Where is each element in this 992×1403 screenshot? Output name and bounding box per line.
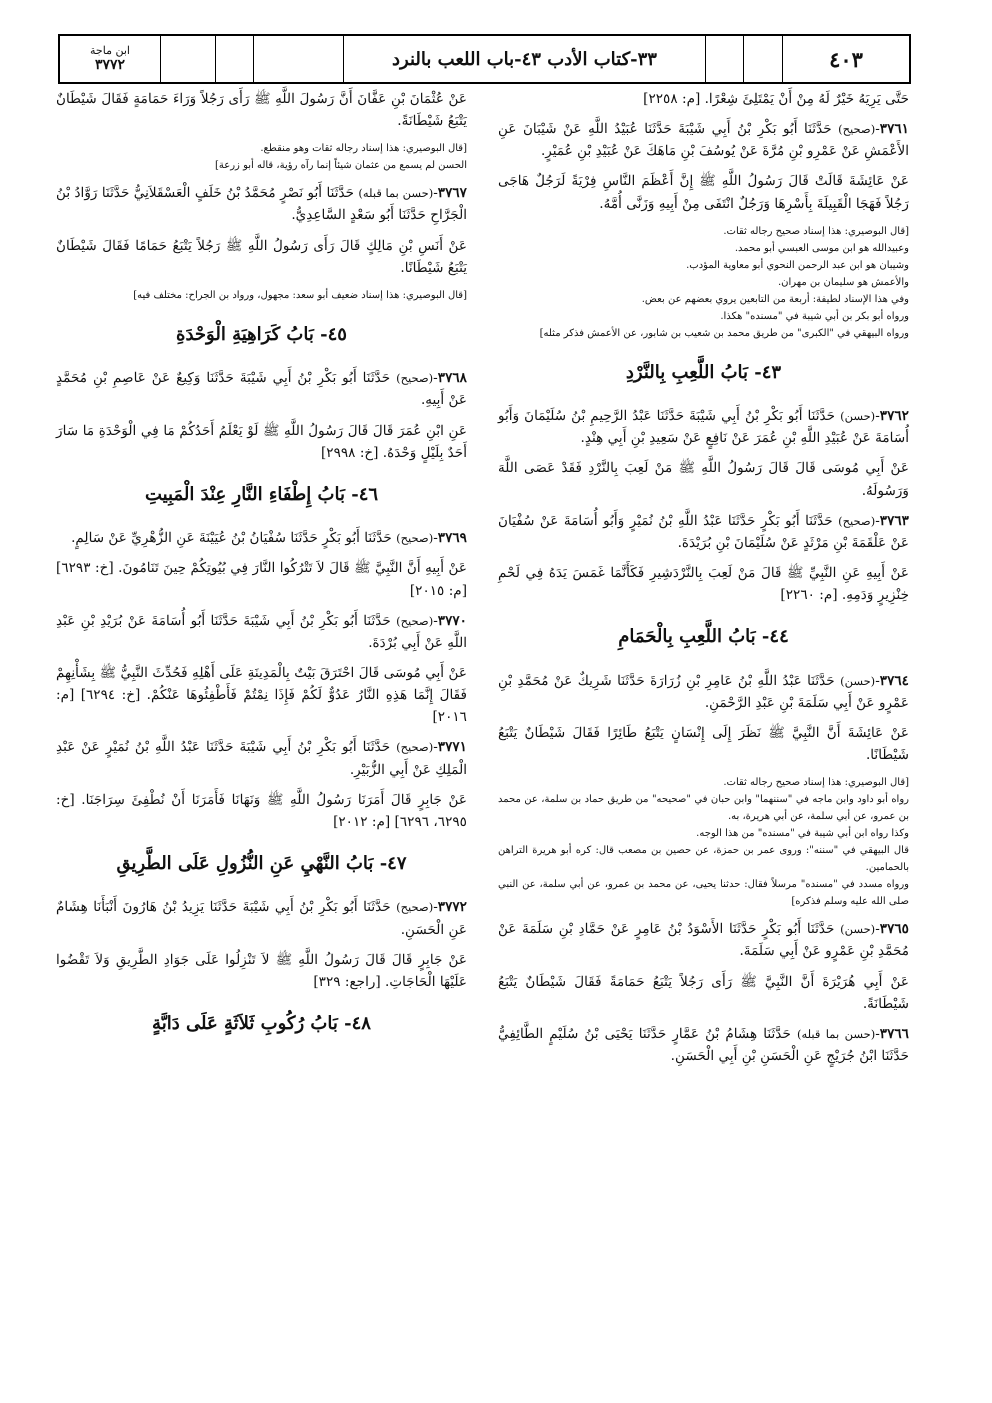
hadith-text [56, 420, 467, 464]
hadith-body: حَدَّثَنَا أَبُو بَكْرٍ حَدَّثَنَا الأَسْوَدُ بْنُ عَامِرٍ عَنْ حَمَّادِ بْنِ سَلَمَةَ عَنْ مُحَمَّدِ بْنِ عَمْرٍو عَنْ أَبِي سَلَمَةَ. [498, 921, 909, 960]
hadith-isnad: ٣٧٦٤-(حسن) حَدَّثَنَا عَبْدُ اللَّهِ بْنُ عَامِرِ بْنِ زُرَارَةَ حَدَّثَنَا شَرِيكٌ عَنْ مُحَمَّدِ بْنِ عَمْرٍو عَنْ أَبِي سَلَمَةَ بْنِ عَبْدِ الرَّحْمَنِ. [498, 672, 909, 711]
hadith-body: عَنِ ابْنِ عُمَرَ قَالَ قَالَ رَسُولُ اللَّهِ ﷺ لَوْ يَعْلَمُ أَحَدُكُمْ مَا فِي الْوَحْدَةِ مَا سَارَ أَحَدٌ بِلَيْلٍ وَحْدَهُ. [خ: ٢٩٩٨] [56, 422, 467, 461]
commentary-note [498, 774, 909, 910]
hadith-grade: (حسن بما قبله) [796, 1026, 876, 1041]
left-column [56, 88, 467, 1056]
note-line: قال البيهقي في "سننه": وروى عمر بن حمزة، عن حصين بن مصعب قال: كره أبو هريرة التراهن بالحمامين. [498, 845, 909, 874]
hadith-text [56, 662, 467, 728]
note-line: ورواه البيهقي في "الكبرى" من طريق محمد بن شعيب بن شابور، عن الأعمش فذكر مثله] [539, 327, 909, 339]
reference-number: ٣٧٧٢ [94, 57, 126, 74]
header-cell [160, 36, 215, 82]
hadith-body: عَنْ عُثْمَانَ بْنِ عَفَّانَ أَنَّ رَسُولَ اللَّهِ ﷺ رَأَى رَجُلاً وَرَاءَ حَمَامَةٍ فَقَالَ شَيْطَانٌ يَتْبَعُ شَيْطَانَةً. [56, 91, 467, 130]
hadith-body: حَدَّثَنَا أَبُو بَكْرِ بْنُ أَبِي شَيْبَةَ حَدَّثَنَا أَبُو أُسَامَةَ عَنْ بُرَيْدِ بْنِ عَبْدِ اللَّهِ عَنْ أَبِي بُرْدَةَ. [56, 612, 467, 651]
hadith-grade: (صحيح) [838, 122, 876, 137]
header-cell [705, 36, 743, 82]
hadith-body: عَنْ أَبِي هُرَيْرَةَ أَنَّ النَّبِيَّ ﷺ رَأَى رَجُلاً يَتْبَعُ حَمَامَةً فَقَالَ شَيْطَانٌ يَتْبَعُ شَيْطَانَةً. [498, 973, 909, 1012]
hadith-grade: (حسن) [840, 922, 876, 937]
hadith-body: حَدَّثَنَا عَبْدُ اللَّهِ بْنُ عَامِرِ بْنِ زُرَارَةَ حَدَّثَنَا شَرِيكٌ عَنْ مُحَمَّدِ بْنِ عَمْرٍو عَنْ أَبِي سَلَمَةَ بْنِ عَبْدِ الرَّحْمَنِ. [498, 672, 909, 711]
hadith-body: حَتَّى يَرِيَهُ خَيْرٌ لَهُ مِنْ أَنْ يَمْتَلِئَ شِعْرًا. [م: ٢٢٥٨] [643, 91, 909, 107]
note-line: [قال البوصيري: هذا إسناد ضعيف أبو سعد: مجهول، ورواد بن الجراح: مختلف فيه] [133, 289, 467, 301]
hadith-grade: (صحيح) [396, 900, 434, 915]
hadith-body: حَدَّثَنَا أَبُو بَكْرِ بْنُ أَبِي شَيْبَةَ حَدَّثَنَا عُبَيْدُ اللَّهِ عَنْ شَيْبَانَ عَنِ الأَعْمَشِ عَنْ عَمْرِو بْنِ مُرَّةَ عَنْ يُوسُفَ بْنِ مَاهَكَ عَنْ عُبَيْدِ بْنِ عُمَيْرٍ. [498, 121, 909, 160]
hadith-body: حَدَّثَنَا هِشَامُ بْنُ عَمَّارٍ حَدَّثَنَا يَحْيَى بْنُ سُلَيْمٍ الطَّائِفِيُّ حَدَّثَنَا ابْنُ جُرَيْجٍ عَنِ الْحَسَنِ بْنِ أَبِي الْحَسَنِ. [498, 1025, 909, 1065]
hadith-body: حَدَّثَنَا أَبُو بَكْرٍ حَدَّثَنَا سُفْيَانُ بْنُ عُيَيْنَةَ عَنِ الزُّهْرِيِّ عَنْ سَالِمٍ. [71, 530, 392, 547]
hadith-number: ٣٧٦٥ [879, 921, 909, 938]
note-line: وكذا رواه ابن أبي شيبة في "مسنده" من هذا الوجه. [696, 828, 909, 840]
note-line: ورواه أبو بكر بن أبي شيبة في "مسنده" هكذا. [720, 310, 909, 322]
hadith-body: حَدَّثَنَا أَبُو نَصْرٍ مُحَمَّدُ بْنُ خَلَفٍ الْعَسْقَلاَنِيُّ حَدَّثَنَا رَوَّادُ بْنُ الْجَرَّاحِ حَدَّثَنَا أَبُو سَعْدٍ السَّاعِدِيُّ. [56, 185, 467, 224]
hadith-number: ٣٧٦٧ [437, 185, 467, 202]
hadith-grade: (حسن بما قبله) [358, 186, 434, 201]
commentary-note [498, 223, 909, 342]
hadith-text [56, 235, 467, 279]
note-line: والأعمش هو سليمان بن مهران. [777, 276, 909, 288]
hadith-isnad: ٣٧٦١-(صحيح) حَدَّثَنَا أَبُو بَكْرِ بْنُ أَبِي شَيْبَةَ حَدَّثَنَا عُبَيْدُ اللَّهِ عَنْ شَيْبَانَ عَنِ الأَعْمَشِ عَنْ عَمْرِو بْنِ مُرَّةَ عَنْ يُوسُفَ بْنِ مَاهَكَ عَنْ عُبَيْدِ بْنِ عُمَيْرٍ. [498, 121, 909, 160]
chapter-heading: ٤٤- بَابُ اللَّعِبِ بِالْحَمَامِ [618, 626, 789, 648]
hadith-isnad: ٣٧٧٠-(صحيح) حَدَّثَنَا أَبُو بَكْرِ بْنُ أَبِي شَيْبَةَ حَدَّثَنَا أَبُو أُسَامَةَ عَنْ بُرَيْدِ بْنِ عَبْدِ اللَّهِ عَنْ أَبِي بُرْدَةَ. [56, 612, 467, 651]
reference-label: ابن ماجة [90, 44, 130, 57]
hadith-body: حَدَّثَنَا أَبُو بَكْرٍ حَدَّثَنَا عَبْدُ اللَّهِ بْنُ نُمَيْرٍ وَأَبُو أُسَامَةَ عَنْ سُفْيَانَ عَنْ عَلْقَمَةَ بْنِ مَرْثَدٍ عَنْ سُلَيْمَانَ بْنِ بُرَيْدَةَ. [498, 512, 909, 551]
header-cell [743, 36, 782, 82]
note-line: الحسن لم يسمع من عثمان شيئاً إنما رآه رؤية، قاله أبو زرعة] [215, 160, 467, 172]
hadith-grade: (صحيح) [396, 531, 434, 546]
note-line: رواه أبو داود وابن ماجه في "سننهما" وابن حبان في "صحيحه" من طريق حماد بن سلمة، عن محمد بن عمرو، عن أبي سلمة، عن أبي هريرة، به. [498, 794, 909, 823]
note-line: [قال البوصيري: هذا إسناد صحيح رجاله ثقات. [723, 225, 909, 237]
hadith-text [498, 170, 909, 214]
hadith-body: حَدَّثَنَا أَبُو بَكْرِ بْنُ أَبِي شَيْبَةَ حَدَّثَنَا عَبْدُ اللَّهِ بْنُ نُمَيْرٍ عَنْ عَبْدِ الْمَلِكِ عَنْ أَبِي الزُّبَيْرِ. [56, 739, 467, 778]
hadith-isnad: ٣٧٧١-(صحيح) حَدَّثَنَا أَبُو بَكْرِ بْنُ أَبِي شَيْبَةَ حَدَّثَنَا عَبْدُ اللَّهِ بْنُ نُمَيْرٍ عَنْ عَبْدِ الْمَلِكِ عَنْ أَبِي الزُّبَيْرِ. [56, 739, 467, 778]
commentary-note [56, 287, 467, 304]
hadith-text [56, 789, 467, 833]
hadith-isnad: ٣٧٦٣-(صحيح) حَدَّثَنَا أَبُو بَكْرٍ حَدَّثَنَا عَبْدُ اللَّهِ بْنُ نُمَيْرٍ وَأَبُو أُسَامَةَ عَنْ سُفْيَانَ عَنْ عَلْقَمَةَ بْنِ مَرْثَدٍ عَنْ سُلَيْمَانَ بْنِ بُرَيْدَةَ. [498, 512, 909, 551]
hadith-body: حَدَّثَنَا أَبُو بَكْرِ بْنُ أَبِي شَيْبَةَ حَدَّثَنَا يَزِيدُ بْنُ هَارُونَ أَنْبَأَنَا هِشَامٌ عَنِ الْحَسَنِ. [56, 899, 467, 938]
chapter-heading: ٤٦- بَابُ إِطْفَاءِ النَّارِ عِنْدَ الْمَبِيتِ [144, 483, 379, 505]
commentary-note [56, 140, 467, 174]
hadith-text [498, 457, 909, 501]
hadith-isnad: ٣٧٧٢-(صحيح) حَدَّثَنَا أَبُو بَكْرِ بْنُ أَبِي شَيْبَةَ حَدَّثَنَا يَزِيدُ بْنُ هَارُونَ أَنْبَأَنَا هِشَامٌ عَنِ الْحَسَنِ. [56, 899, 467, 938]
note-line: [قال البوصيري: هذا إسناد صحيح رجاله ثقات. [723, 777, 909, 789]
note-line: وفي هذا الإسناد لطيفة: أربعة من التابعين يروي بعضهم عن بعض. [641, 293, 909, 305]
page-number: ٤٠٣ [782, 36, 909, 82]
hadith-text [56, 949, 467, 993]
chapter-heading: ٤٣- بَابُ اللَّعِبِ بِالنَّرْدِ [625, 361, 782, 383]
note-line: وشيبان هو ابن عبد الرحمن النحوي أبو معاوية المؤدب. [686, 259, 909, 271]
hadith-body: عَنْ أَنَسِ بْنِ مَالِكٍ قَالَ رَأَى رَسُولُ اللَّهِ ﷺ رَجُلاً يَتْبَعُ حَمَامًا فَقَالَ شَيْطَانٌ يَتْبَعُ شَيْطَانًا. [56, 237, 467, 276]
hadith-grade: (صحيح) [396, 740, 434, 755]
hadith-text [498, 562, 909, 606]
hadith-body: عَنْ أَبِيهِ أَنَّ النَّبِيَّ ﷺ قَالَ لاَ تَتْرُكُوا النَّارَ فِي بُيُوتِكُمْ حِينَ تَنَامُونَ. [خ: ٦٢٩٣] [م: ٢٠١٥] [56, 560, 467, 599]
hadith-number: ٣٧٦٤ [879, 672, 909, 689]
hadith-number: ٣٧٧٠ [437, 612, 467, 629]
hadith-body: عَنْ عَائِشَةَ قَالَتْ قَالَ رَسُولُ اللَّهِ ﷺ إِنَّ أَعْظَمَ النَّاسِ فِرْيَةً لَرَجُلٌ هَاجَى رَجُلاً فَهَجَا الْقَبِيلَةَ بِأَسْرِهَا وَرَجُلٌ انْتَفَى مِنْ أَبِيهِ وَزَنَّى أُمَّهُ. [498, 173, 909, 212]
hadith-grade: (صحيح) [396, 613, 434, 628]
hadith-isnad: ٣٧٦٢-(حسن) حَدَّثَنَا أَبُو بَكْرِ بْنُ أَبِي شَيْبَةَ حَدَّثَنَا عَبْدُ الرَّحِيمِ بْنُ سُلَيْمَانَ وَأَبُو أُسَامَةَ عَنْ عُبَيْدِ اللَّهِ بْنِ عُمَرَ عَنْ نَافِعٍ عَنْ سَعِيدِ بْنِ أَبِي هِنْدٍ. [498, 408, 909, 447]
hadith-body: عَنْ أَبِيهِ عَنِ النَّبِيِّ ﷺ قَالَ مَنْ لَعِبَ بِالنَّرْدَشِيرِ فَكَأَنَّمَا غَمَسَ يَدَهُ فِي لَحْمِ خِنْزِيرٍ وَدَمِهِ. [م: ٢٢٦٠] [498, 565, 909, 604]
hadith-number: ٣٧٦٨ [437, 370, 467, 387]
hadith-body: عَنْ أَبِي مُوسَى قَالَ قَالَ رَسُولُ اللَّهِ ﷺ مَنْ لَعِبَ بِالنَّرْدِ فَقَدْ عَصَى اللَّهَ وَرَسُولَهُ. [498, 460, 909, 499]
right-column [498, 88, 909, 1075]
header-cell [215, 36, 253, 82]
hadith-body: حَدَّثَنَا أَبُو بَكْرِ بْنُ أَبِي شَيْبَةَ حَدَّثَنَا وَكِيعٌ عَنْ عَاصِمِ بْنِ مُحَمَّدٍ عَنْ أَبِيهِ. [56, 370, 467, 409]
hadith-isnad: ٣٧٦٧-(حسن بما قبله) حَدَّثَنَا أَبُو نَصْرٍ مُحَمَّدُ بْنُ خَلَفٍ الْعَسْقَلاَنِيُّ حَدَّثَنَا رَوَّادُ بْنُ الْجَرَّاحِ حَدَّثَنَا أَبُو سَعْدٍ السَّاعِدِيُّ. [56, 185, 467, 224]
hadith-number: ٣٧٦٢ [879, 408, 909, 425]
hadith-body: حَدَّثَنَا أَبُو بَكْرِ بْنُ أَبِي شَيْبَةَ حَدَّثَنَا عَبْدُ الرَّحِيمِ بْنُ سُلَيْمَانَ وَأَبُو أُسَامَةَ عَنْ عُبَيْدِ اللَّهِ بْنِ عُمَرَ عَنْ نَافِعٍ عَنْ سَعِيدِ بْنِ أَبِي هِنْدٍ. [498, 408, 909, 447]
hadith-text [498, 971, 909, 1015]
hadith-isnad: ٣٧٦٥-(حسن) حَدَّثَنَا أَبُو بَكْرٍ حَدَّثَنَا الأَسْوَدُ بْنُ عَامِرٍ عَنْ حَمَّادِ بْنِ سَلَمَةَ عَنْ مُحَمَّدِ بْنِ عَمْرٍو عَنْ أَبِي سَلَمَةَ. [498, 921, 909, 960]
hadith-number: ٣٧٧١ [437, 739, 467, 756]
hadith-body: عَنْ أَبِي مُوسَى قَالَ احْتَرَقَ بَيْتٌ بِالْمَدِينَةِ عَلَى أَهْلِهِ فَحُدِّثَ النَّبِيُّ ﷺ بِشَأْنِهِمْ فَقَالَ إِنَّمَا هَذِهِ النَّارُ عَدُوٌّ لَكُمْ فَإِذَا نِمْتُمْ فَأَطْفِئُوهَا عَنْكُمْ. [خ: ٦٢٩٤] [م: ٢٠١٦] [56, 665, 467, 726]
page-header [58, 34, 911, 84]
hadith-number: ٣٧٦٩ [437, 530, 467, 547]
hadith-text [56, 88, 467, 132]
hadith-grade: (صحيح) [838, 513, 876, 528]
hadith-grade: (حسن) [840, 409, 876, 424]
chapter-heading: ٤٨- بَابُ رُكُوبِ ثَلاَثَةٍ عَلَى دَابَّةٍ [152, 1013, 371, 1035]
hadith-text [498, 88, 909, 110]
hadith-reference [60, 36, 160, 82]
hadith-number: ٣٧٦٣ [879, 512, 909, 529]
hadith-isnad: ٣٧٦٩-(صحيح) حَدَّثَنَا أَبُو بَكْرٍ حَدَّثَنَا سُفْيَانُ بْنُ عُيَيْنَةَ عَنِ الزُّهْرِيِّ عَنْ سَالِمٍ. [71, 530, 467, 547]
hadith-number: ٣٧٧٢ [437, 899, 467, 916]
hadith-number: ٣٧٦١ [879, 121, 909, 138]
hadith-text [56, 557, 467, 601]
header-cell [253, 36, 343, 82]
hadith-number: ٣٧٦٦ [879, 1025, 909, 1042]
note-line: ورواه مسدد في "مسنده" مرسلاً فقال: حدثنا يحيى، عن محمد بن عمرو، عن أبي سلمة، عن النبي صلى الله عليه وسلم فذكره] [498, 879, 909, 908]
hadith-body: عَنْ عَائِشَةَ أَنَّ النَّبِيَّ ﷺ نَظَرَ إِلَى إِنْسَانٍ يَتْبَعُ طَائِرًا فَقَالَ شَيْطَانٌ يَتْبَعُ شَيْطَانًا. [498, 725, 909, 764]
hadith-text [498, 722, 909, 766]
hadith-body: عَنْ جَابِرٍ قَالَ قَالَ رَسُولُ اللَّهِ ﷺ لاَ تَنْزِلُوا عَلَى جَوَادِ الطَّرِيقِ وَلاَ تَقْضُوا عَلَيْهَا الْحَاجَاتِ. [راجع: ٣٢٩] [56, 951, 467, 990]
hadith-isnad: ٣٧٦٦-(حسن بما قبله) حَدَّثَنَا هِشَامُ بْنُ عَمَّارٍ حَدَّثَنَا يَحْيَى بْنُ سُلَيْمٍ الطَّائِفِيُّ حَدَّثَنَا ابْنُ جُرَيْجٍ عَنِ الْحَسَنِ بْنِ أَبِي الْحَسَنِ. [498, 1025, 909, 1065]
chapter-heading: ٤٧- بَابُ النَّهْيِ عَنِ النُّزُولِ عَلَى الطَّرِيقِ [116, 853, 407, 875]
hadith-body: عَنْ جَابِرٍ قَالَ أَمَرَنَا رَسُولُ اللَّهِ ﷺ وَنَهَانَا فَأَمَرَنَا أَنْ نُطْفِئَ سِرَاجَنَا. [خ: ٦٢٩٥، ٦٢٩٦] [م: ٢٠١٢] [56, 791, 467, 830]
note-line: [قال البوصيري: هذا إسناد رجاله ثقات وهو منقطع. [260, 143, 467, 155]
chapter-heading: ٤٥- بَابُ كَرَاهِيَةِ الْوَحْدَةِ [176, 323, 347, 345]
note-line: وعبيدالله هو ابن موسى العبسي أبو محمد. [734, 242, 909, 254]
running-title: ٣٣-كتاب الأدب ٤٣-باب اللعب بالنرد [343, 36, 705, 82]
hadith-grade: (حسن) [840, 673, 876, 688]
hadith-isnad: ٣٧٦٨-(صحيح) حَدَّثَنَا أَبُو بَكْرِ بْنُ أَبِي شَيْبَةَ حَدَّثَنَا وَكِيعٌ عَنْ عَاصِمِ بْنِ مُحَمَّدٍ عَنْ أَبِيهِ. [56, 370, 467, 409]
hadith-grade: (صحيح) [396, 371, 434, 386]
